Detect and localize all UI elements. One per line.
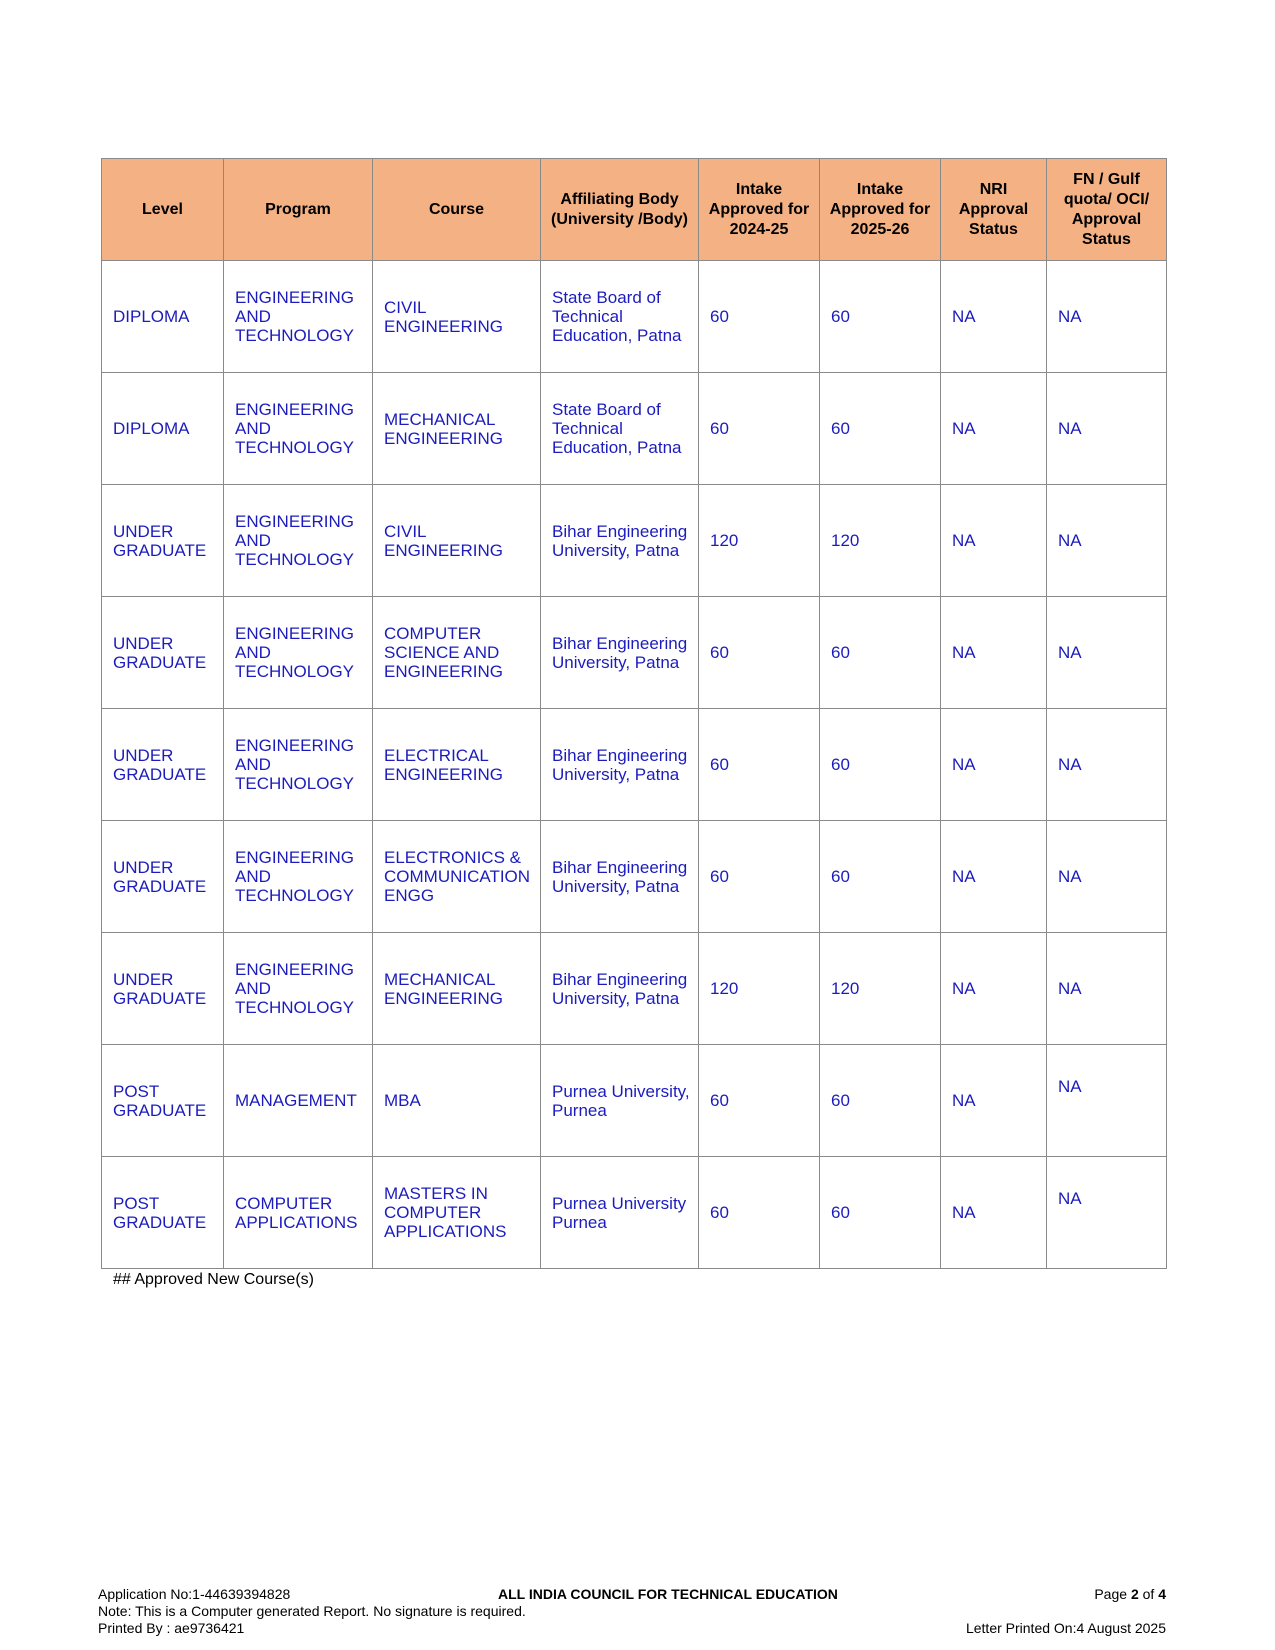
cell-intake-2025-26: 60 [820,709,941,821]
page-number [1094,1586,1166,1603]
cell-fn-gulf-status [1047,1157,1167,1269]
cell-intake-2024-25: 120 [699,933,820,1045]
cell-intake-2025-26: 60 [820,597,941,709]
cell-program: ENGINEERING AND TECHNOLOGY [224,709,373,821]
header-affiliating-body: Affiliating Body (University /Body) [541,159,699,261]
cell-nri-status: NA [941,821,1047,933]
cell-intake-2024-25: 60 [699,821,820,933]
approved-courses-table [101,158,1167,1269]
cell-course: CIVIL ENGINEERING [373,261,541,373]
cell-level: UNDER GRADUATE [102,933,224,1045]
cell-intake-2025-26: 60 [820,373,941,485]
cell-fn-gulf-status-text: NA [1058,1189,1082,1208]
cell-course: CIVIL ENGINEERING [373,485,541,597]
cell-level: POST GRADUATE [102,1045,224,1157]
page-prefix: Page [1094,1586,1131,1602]
letter-printed-date: Letter Printed On:4 August 2025 [965,1620,1166,1636]
cell-program: ENGINEERING AND TECHNOLOGY [224,933,373,1045]
cell-fn-gulf-status: NA [1047,933,1167,1045]
cell-fn-gulf-status: NA [1047,597,1167,709]
cell-nri-status: NA [941,485,1047,597]
cell-fn-gulf-status: NA [1047,821,1167,933]
table-row [102,709,1167,821]
cell-intake-2025-26: 120 [820,485,941,597]
header-fn-gulf-status: FN / Gulf quota/ OCI/ Approval Status [1047,159,1167,261]
cell-intake-2024-25: 60 [699,373,820,485]
cell-affiliating-body: State Board of Technical Education, Patna [541,261,699,373]
cell-level: UNDER GRADUATE [102,485,224,597]
printed-by: Printed By : ae9736421 [98,1620,245,1636]
table-row [102,373,1167,485]
table-row [102,933,1167,1045]
cell-affiliating-body: Bihar Engineering University, Patna [541,933,699,1045]
cell-course: MASTERS IN COMPUTER APPLICATIONS [373,1157,541,1269]
cell-intake-2025-26: 60 [820,261,941,373]
cell-program: MANAGEMENT [224,1045,373,1157]
cell-fn-gulf-status: NA [1047,373,1167,485]
cell-intake-2024-25: 60 [699,1157,820,1269]
cell-program: ENGINEERING AND TECHNOLOGY [224,597,373,709]
cell-nri-status: NA [941,261,1047,373]
header-course: Course [373,159,541,261]
cell-fn-gulf-status: NA [1047,709,1167,821]
cell-course: ELECTRICAL ENGINEERING [373,709,541,821]
cell-intake-2024-25: 60 [699,709,820,821]
cell-affiliating-body: Purnea University Purnea [541,1157,699,1269]
header-intake-2024-25: Intake Approved for 2024-25 [699,159,820,261]
cell-course: MECHANICAL ENGINEERING [373,373,541,485]
cell-nri-status: NA [941,373,1047,485]
page-current: 2 [1130,1586,1139,1602]
cell-nri-status: NA [941,709,1047,821]
cell-fn-gulf-status: NA [1047,261,1167,373]
cell-level: DIPLOMA [102,261,224,373]
header-intake-2025-26: Intake Approved for 2025-26 [820,159,941,261]
cell-course: MBA [373,1045,541,1157]
approved-new-courses-note: ## Approved New Course(s) [113,1271,314,1288]
cell-program: ENGINEERING AND TECHNOLOGY [224,373,373,485]
cell-level: UNDER GRADUATE [102,597,224,709]
table-row [102,1045,1167,1157]
table-row [102,597,1167,709]
page-mid: of [1138,1586,1159,1602]
cell-intake-2025-26: 60 [820,821,941,933]
cell-course: COMPUTER SCIENCE AND ENGINEERING [373,597,541,709]
cell-fn-gulf-status [1047,1045,1167,1157]
cell-program: ENGINEERING AND TECHNOLOGY [224,261,373,373]
cell-affiliating-body: Bihar Engineering University, Patna [541,821,699,933]
cell-intake-2024-25: 60 [699,597,820,709]
cell-intake-2024-25: 60 [699,261,820,373]
cell-level: UNDER GRADUATE [102,709,224,821]
header-nri-status: NRI Approval Status [941,159,1047,261]
cell-intake-2025-26: 60 [820,1157,941,1269]
cell-fn-gulf-status: NA [1047,485,1167,597]
cell-fn-gulf-status-text: NA [1058,1077,1082,1096]
cell-level: UNDER GRADUATE [102,821,224,933]
cell-program: ENGINEERING AND TECHNOLOGY [224,485,373,597]
header-program: Program [224,159,373,261]
cell-level: POST GRADUATE [102,1157,224,1269]
cell-affiliating-body: Bihar Engineering University, Patna [541,597,699,709]
cell-affiliating-body: State Board of Technical Education, Patna [541,373,699,485]
cell-nri-status: NA [941,597,1047,709]
cell-nri-status: NA [941,1045,1047,1157]
council-name: ALL INDIA COUNCIL FOR TECHNICAL EDUCATION [498,1586,838,1602]
page-total: 4 [1158,1586,1166,1602]
header-level: Level [102,159,224,261]
computer-generated-note: Note: This is a Computer generated Report. No signature is required. [98,1603,526,1619]
footer-left [98,1586,526,1637]
table-row [102,485,1167,597]
cell-level: DIPLOMA [102,373,224,485]
cell-intake-2024-25: 60 [699,1045,820,1157]
cell-nri-status: NA [941,1157,1047,1269]
cell-nri-status: NA [941,933,1047,1045]
cell-intake-2024-25: 120 [699,485,820,597]
table-row [102,261,1167,373]
cell-program: ENGINEERING AND TECHNOLOGY [224,821,373,933]
cell-affiliating-body: Bihar Engineering University, Patna [541,485,699,597]
cell-intake-2025-26: 60 [820,1045,941,1157]
table-header-row [102,159,1167,261]
cell-course: ELECTRONICS & COMMUNICATION ENGG [373,821,541,933]
cell-intake-2025-26: 120 [820,933,941,1045]
cell-affiliating-body: Purnea University, Purnea [541,1045,699,1157]
cell-program: COMPUTER APPLICATIONS [224,1157,373,1269]
cell-affiliating-body: Bihar Engineering University, Patna [541,709,699,821]
table-row [102,821,1167,933]
table-row [102,1157,1167,1269]
cell-course: MECHANICAL ENGINEERING [373,933,541,1045]
application-number: Application No:1-44639394828 [98,1586,291,1602]
